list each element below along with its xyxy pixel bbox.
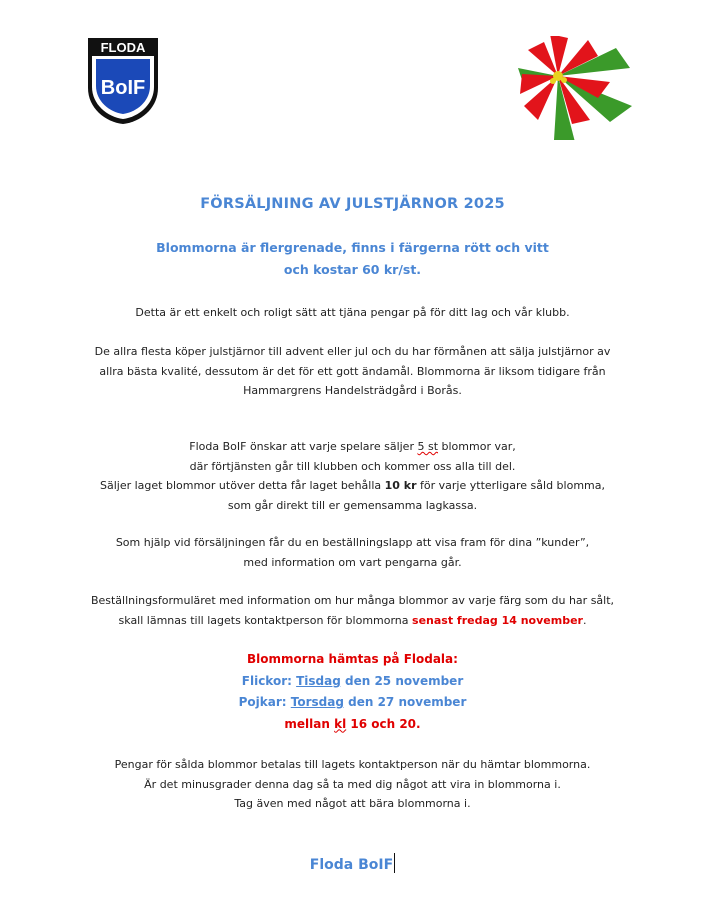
text-segment: mellan xyxy=(284,716,335,731)
logo-text: FLODA xyxy=(100,40,146,55)
text-line: som går direkt till er gemensamma lagkassa. xyxy=(227,498,478,512)
text-segment: för varje ytterligare såld blomma, xyxy=(416,479,605,492)
goal-paragraph xyxy=(0,437,705,515)
text-line: Pengar för sålda blommor betalas till lagets kontaktperson när du hämtar blommorna. xyxy=(114,758,591,771)
pickup-label: Flickor: xyxy=(241,673,297,688)
text-line xyxy=(0,437,705,457)
club-shield-icon xyxy=(86,36,160,126)
deadline-paragraph xyxy=(0,591,705,630)
pickup-label: Pojkar: xyxy=(238,695,291,709)
subtitle xyxy=(0,237,705,281)
text-line: där förtjänsten går till klubben och kommer oss alla till del. xyxy=(189,459,516,473)
help-paragraph xyxy=(0,533,705,572)
text-line: allra bästa kvalité, dessutom är det för ett gott ändamål. Blommorna är liksom tidigare från xyxy=(99,364,606,378)
pickup-day: Tisdag xyxy=(296,673,341,688)
text-line: med information om vart pengarna går. xyxy=(243,555,462,569)
text-segment: Säljer laget blommor utöver detta får laget behålla xyxy=(99,479,385,492)
text-line: Som hjälp vid försäljningen får du en beställningslapp att visa fram för dina ”kunder”, xyxy=(115,536,590,549)
pickup-time xyxy=(0,714,705,736)
text-line: Är det minusgrader denna dag så ta med dig något att vira in blommorna i. xyxy=(144,777,561,791)
pickup-girls xyxy=(0,671,705,693)
footer-text: Floda BoIF xyxy=(309,857,394,873)
subtitle-line: och kostar 60 kr/st. xyxy=(283,262,422,277)
description-paragraph xyxy=(0,342,705,401)
deadline-date: senast fredag 14 november xyxy=(412,613,583,627)
text-line: De allra flesta köper julstjärnor till advent eller jul och du har förmånen att sälja julstjärnor av xyxy=(94,345,611,358)
bonus-amount: 10 kr xyxy=(384,479,417,492)
text-line: Tag även med något att bära blommorna i. xyxy=(234,797,471,810)
pickup-boys xyxy=(0,692,705,714)
text-segment: kl xyxy=(334,716,347,731)
intro-paragraph: Detta är ett enkelt och roligt sätt att tjäna pengar på för ditt lag och vår klubb. xyxy=(135,306,570,319)
text-segment: Floda BoIF önskar att varje spelare säljer xyxy=(189,440,418,453)
pickup-heading: Blommorna hämtas på Flodala: xyxy=(247,652,458,666)
pickup-day: Torsdag xyxy=(290,695,344,709)
subtitle-line: Blommorna är flergrenade, finns i färgerna rött och vitt xyxy=(156,240,549,255)
pickup-date: den 27 november xyxy=(343,695,467,709)
quota-amount: 5 st xyxy=(417,440,439,453)
text-line: Beställningsformuläret med information om hur många blommor av varje färg som du har sålt, xyxy=(90,594,615,607)
poinsettia-icon xyxy=(518,36,636,140)
text-segment: 16 och 20. xyxy=(346,716,421,731)
text-segment: skall lämnas till lagets kontaktperson för blommorna xyxy=(118,613,413,627)
text-line xyxy=(0,476,705,496)
pickup-date: den 25 november xyxy=(340,673,464,688)
page-title: FÖRSÄLJNING AV JULSTJÄRNOR 2025 xyxy=(200,196,505,212)
logo-mark: BoIF xyxy=(100,77,146,99)
text-segment: . xyxy=(582,613,587,627)
footer-signature[interactable] xyxy=(0,853,705,873)
text-line xyxy=(0,611,705,631)
text-cursor xyxy=(394,853,395,873)
text-segment: blommor var, xyxy=(438,440,516,453)
pickup-section xyxy=(0,649,705,735)
payment-paragraph xyxy=(0,755,705,814)
text-line: Hammargrens Handelsträdgård i Borås. xyxy=(243,384,462,397)
